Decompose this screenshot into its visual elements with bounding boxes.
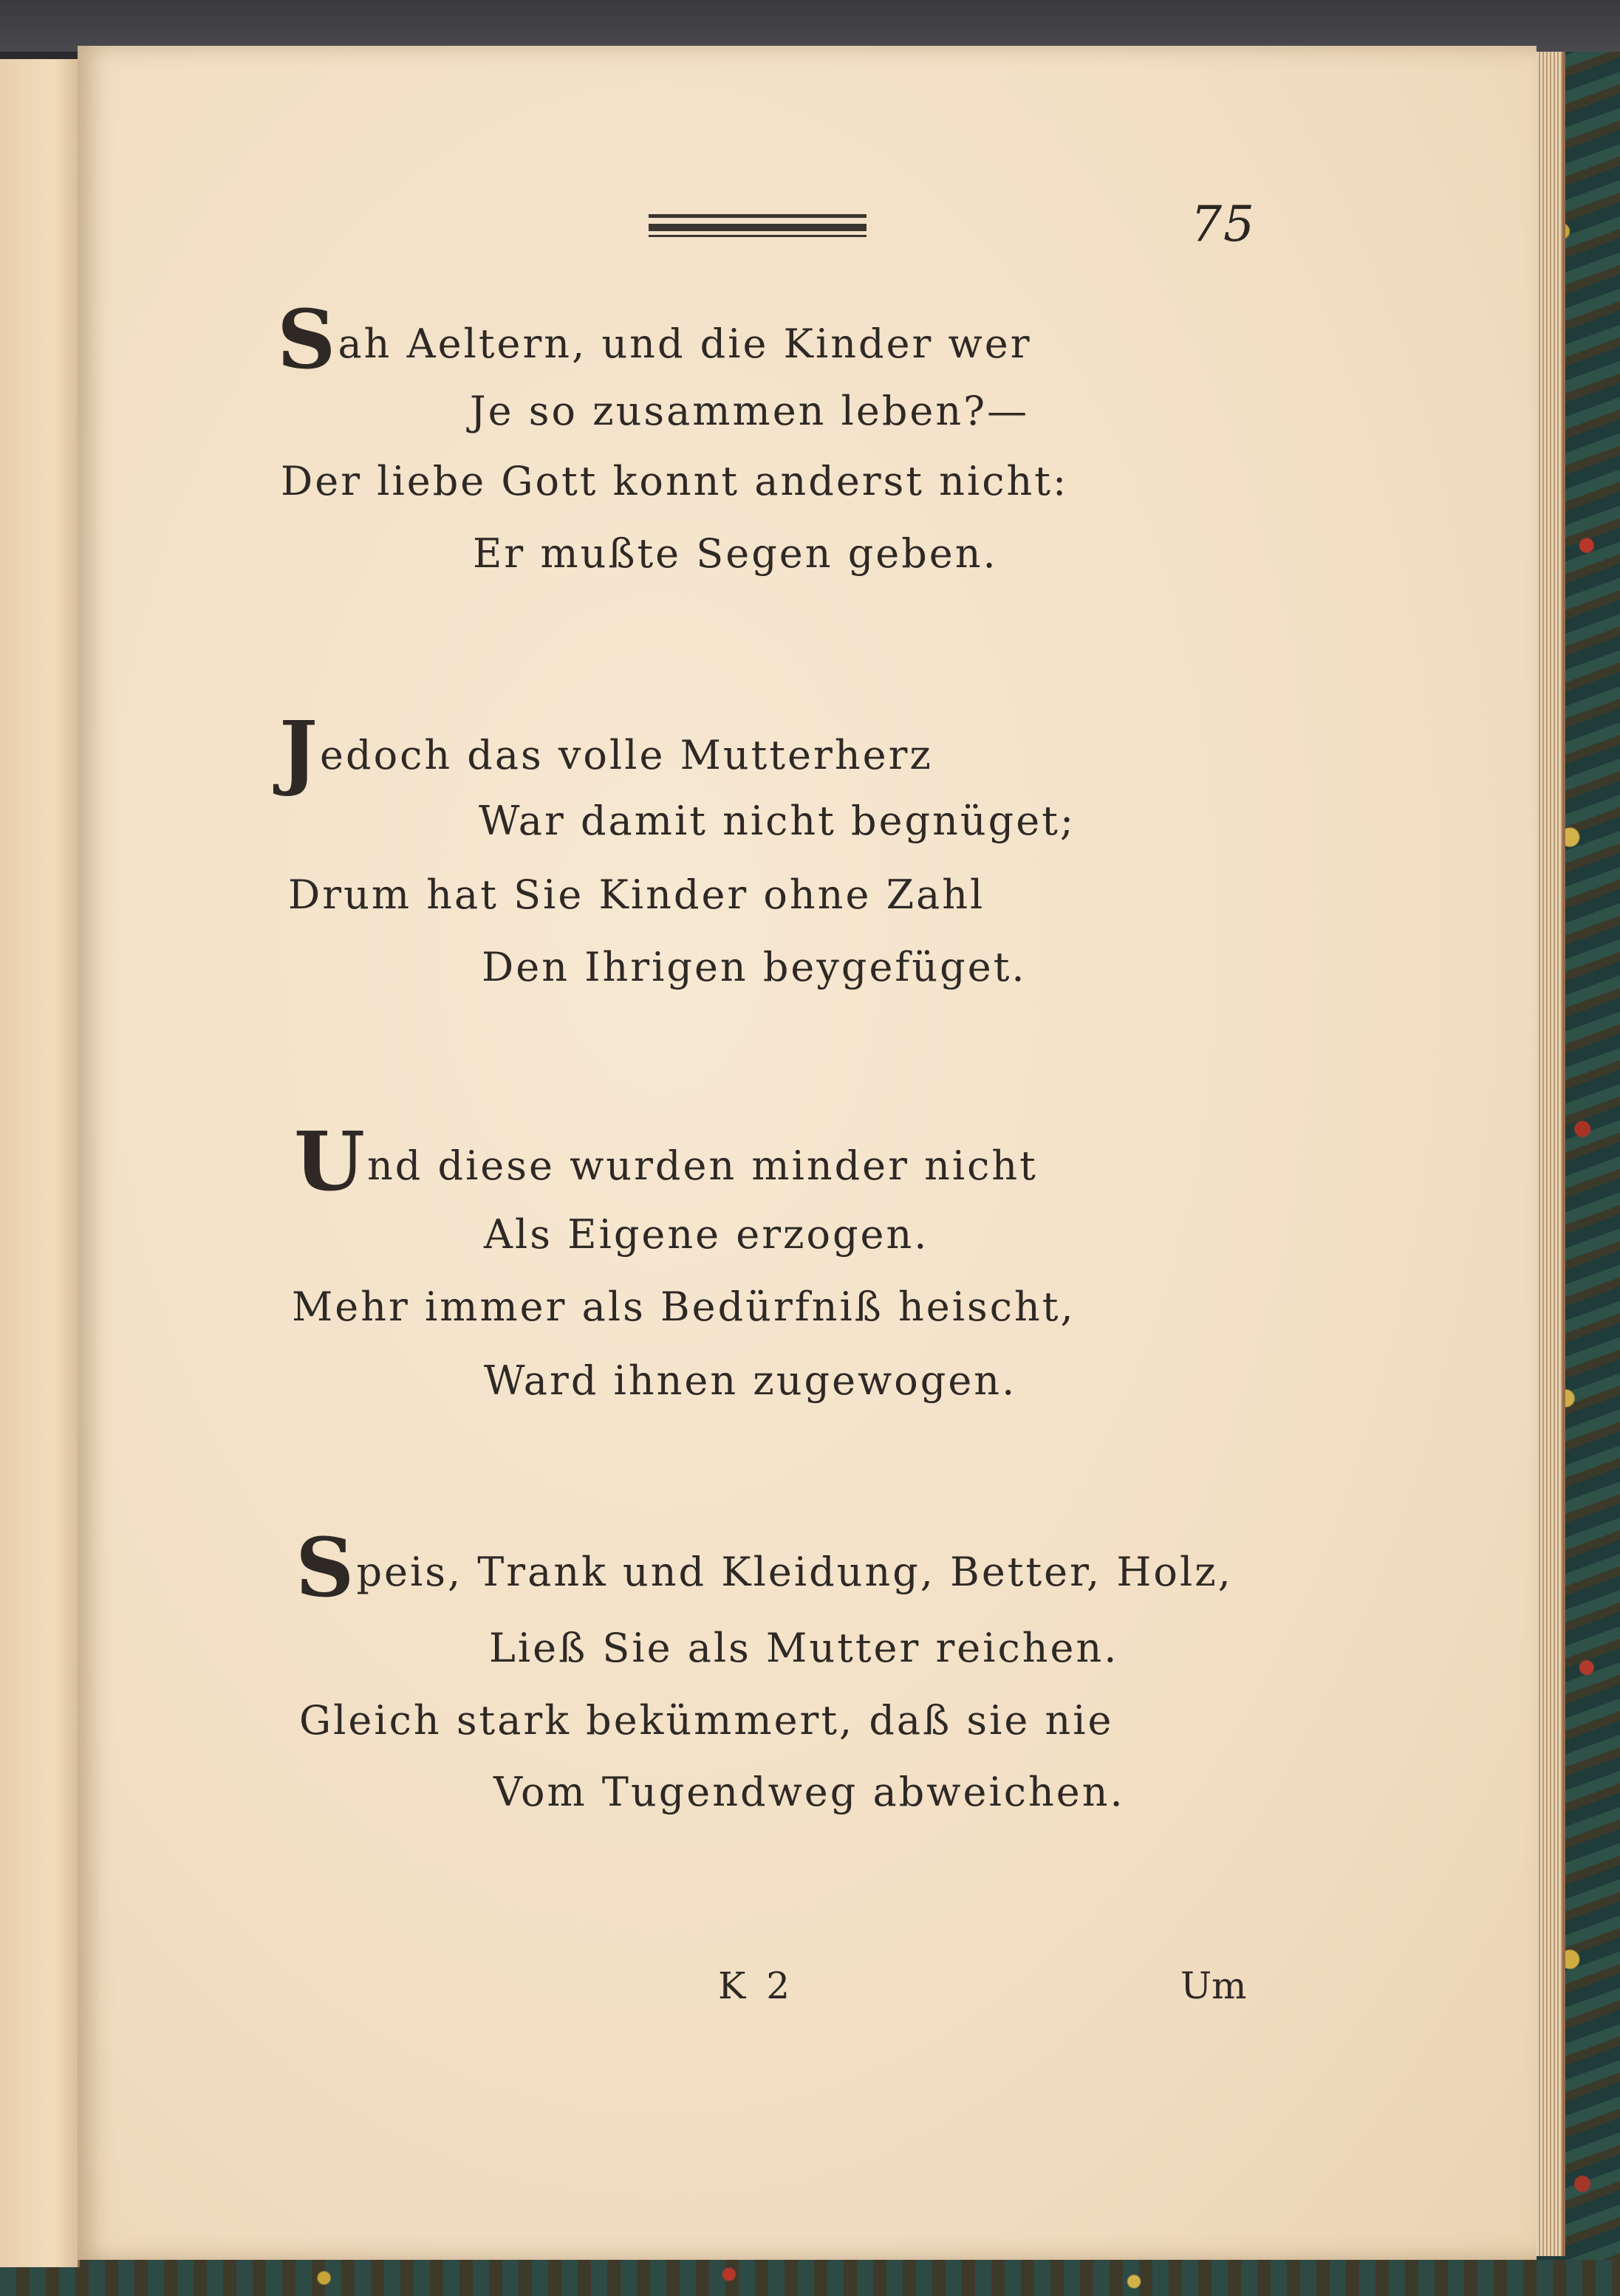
verse-text: peis, Trank und Kleidung, Better, Holz, [356, 1549, 1233, 1595]
catchword: Um [1180, 1964, 1247, 2007]
stanza-4-line-1 [295, 1520, 1233, 1615]
stanza-3-line-1 [294, 1114, 1038, 1209]
drop-initial: S [295, 1520, 357, 1615]
header-rule [649, 224, 867, 231]
header-rule [649, 235, 867, 237]
stanza-2-line-3: Drum hat Sie Kinder ohne Zahl [288, 871, 985, 918]
stanza-4-line-4: Vom Tugendweg abweichen. [493, 1769, 1125, 1815]
stanza-4-line-2: Ließ Sie als Mutter reichen. [489, 1625, 1119, 1671]
page-number: 75 [1191, 196, 1256, 253]
verse-text: edoch das volle Mutterherz [320, 732, 933, 778]
signature-mark: K 2 [718, 1964, 795, 2007]
stanza-3-line-3: Mehr immer als Bedürfniß heischt, [292, 1284, 1076, 1330]
stanza-3-line-2: Als Eigene erzogen. [484, 1211, 929, 1258]
drop-initial: S [277, 292, 338, 387]
background-top [0, 0, 1620, 52]
marbled-cover-bottom [0, 2260, 1620, 2296]
stanza-2-line-2: War damit nicht begnüget; [479, 798, 1076, 844]
stanza-1-line-4: Er mußte Segen geben. [473, 530, 998, 577]
facing-page-edge [0, 59, 80, 2267]
drop-initial: U [294, 1114, 367, 1209]
stanza-2-line-1 [279, 703, 933, 798]
stanza-1-line-1 [277, 292, 1032, 387]
stanza-3-line-4: Ward ihnen zugewogen. [484, 1357, 1017, 1404]
page-edges [1533, 52, 1565, 2256]
verse-text: nd diese wurden minder nicht [366, 1142, 1038, 1189]
verse-text: ah Aeltern, und die Kinder wer [338, 321, 1032, 367]
stanza-2-line-4: Den Ihrigen beygefüget. [482, 944, 1027, 990]
drop-initial: J [279, 703, 321, 798]
header-rule [649, 214, 867, 218]
stanza-1-line-2: Je so zusammen leben?— [470, 388, 1030, 434]
stanza-4-line-3: Gleich stark bekümmert, daß sie nie [299, 1697, 1114, 1744]
stanza-1-line-3: Der liebe Gott konnt anderst nicht: [281, 458, 1069, 504]
